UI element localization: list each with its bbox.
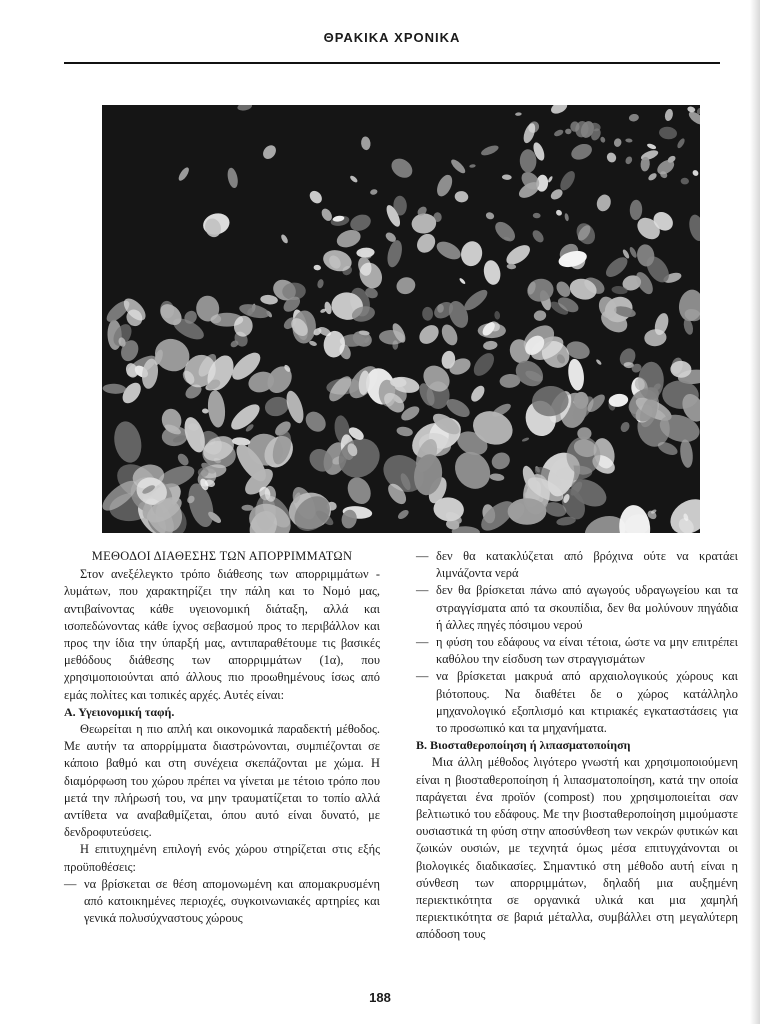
section-a-paragraph-2: Η επιτυχημένη επιλογή ενός χώρου στηρίζεται στις εξής προϋποθέσεις: (64, 842, 380, 874)
section-b-paragraph-1: Μια άλλη μέθοδος λιγότερο γνωστή και χρησιμοποιούμενη είναι η βιοσταθεροποίηση ή λιπασματοποίηση, κατά την οποία παράγεται ένα προϊόν (compost) που χρησιμοποιείται σαν βελτιωτικό του εδάφους. Με την βιοσταθεροποίηση μιμούμαστε ουσιαστικά τη φύση στην αποσύνθεση των νεκρών φυτικών και ζωικών ουσιών, με τεχνητά όμως μέσα επιτυγχάνονται οι βιολογικές διαδικασίες. Σημαντικό στη μέθοδο αυτή είναι η σύνθεση των απορριμμάτων, δηλαδή μια αυξημένη περιεκτικότητα σε οργανικά υλικά και μια χαμηλή περιεκτικότητα σε βαριά μέταλλα, συμβάλλει στη μεγαλύτερη απόδοση τους (416, 755, 738, 942)
page-number: 188 (369, 990, 391, 1005)
photo-texture (102, 105, 700, 533)
intro-paragraph: Στον ανεξέλεγκτο τρόπο διάθεσης των απορριμμάτων - λυμάτων, που χαρακτηρίζει την πάλη και το Νομό μας, αντιβαίνοντας κάθε υγειονομική διάταξη, αλλά και ισοπεδώνοντας κάθε ίχνος σεβασμού προς το περιβάλλον και προς την ίδια την ύπαρξή μας, αντιπαραθέτουμε τις βασικές μεθόδους διάθεσης των απορριμμάτων (1α), που χρησιμοποιούνται από άλλους πιο προωθημένους ίσως από εμάς πολίτες και τοπικές αρχές. Αυτές είναι: (64, 567, 380, 702)
debris-shape (565, 129, 571, 135)
column-right (416, 548, 738, 944)
condition-item: — να βρίσκεται μακρυά από αρχαιολογικούς χώρους και βιότοπους. Να διαθέτει δε ο χώρος κατάλληλο μηχανολογικό εξοπλισμό και κτιριακές εγκαταστάσεις για το προσωπικό και τα μηχανήματα. (416, 668, 738, 737)
condition-item: — δεν θα βρίσκεται πάνω από αγωγούς υδραγωγείου και τα στραγγίσματα από τα σκουπίδια, δεν θα μολύνουν πηγάδια ή άλλες πηγές πόσιμου νερού (416, 582, 738, 634)
condition-item: — να βρίσκεται σε θέση απομονωμένη και απομακρυσμένη από κατοικημένες περιοχές, συγκοινωνιακές αρτηρίες και γενικά πολυσύχναστους χώρους (64, 876, 380, 928)
column-left (64, 548, 380, 927)
conditions-list-continued (416, 548, 738, 737)
conditions-list (64, 876, 380, 928)
debris-shape (508, 498, 547, 524)
section-a-paragraph-1: Θεωρείται η πιο απλή και οικονομικά παραδεκτή μέθοδος. Με αυτήν τα απορρίμματα διαστρώνονται, συμπιέζονται σε κάποιο βαθμό και στη συνέχεια σκεπάζονται με χώμα. Η διαμόρφωση του χώρου πρέπει να γίνεται με τέτοιο τρόπο που μετά την πλήρωσή του, να μην τραυματίζεται το τοπίο αλλά αντίθετα να αναβαθμίζεται, όπου αυτό είναι δυνατό, με δενδροφυτεύσεις. (64, 722, 380, 840)
condition-item: — η φύση του εδάφους να είναι τέτοια, ώστε να μην επιτρέπει καθόλου την είσδυση των στραγγισμάτων (416, 634, 738, 668)
article-title: ΜΕΘΟΔΟΙ ΔΙΑΘΕΣΗΣ ΤΩΝ ΑΠΟΡΡΙΜΜΑΤΩΝ (91, 549, 353, 563)
section-a-heading: Α. Υγειονομική ταφή. (64, 704, 175, 719)
page-edge (750, 0, 760, 1024)
condition-item: — δεν θα κατακλύζεται από βρόχινα ούτε να κρατάει λιμνάζοντα νερά (416, 548, 738, 582)
header-rule (64, 62, 720, 64)
garbage-dump-photo (102, 105, 700, 533)
running-title: ΘΡΑΚΙΚΑ ΧΡΟΝΙΚΑ (323, 30, 461, 45)
section-b-heading: Β. Βιοσταθεροποίηση ή λιπασματοποίηση (416, 738, 631, 753)
